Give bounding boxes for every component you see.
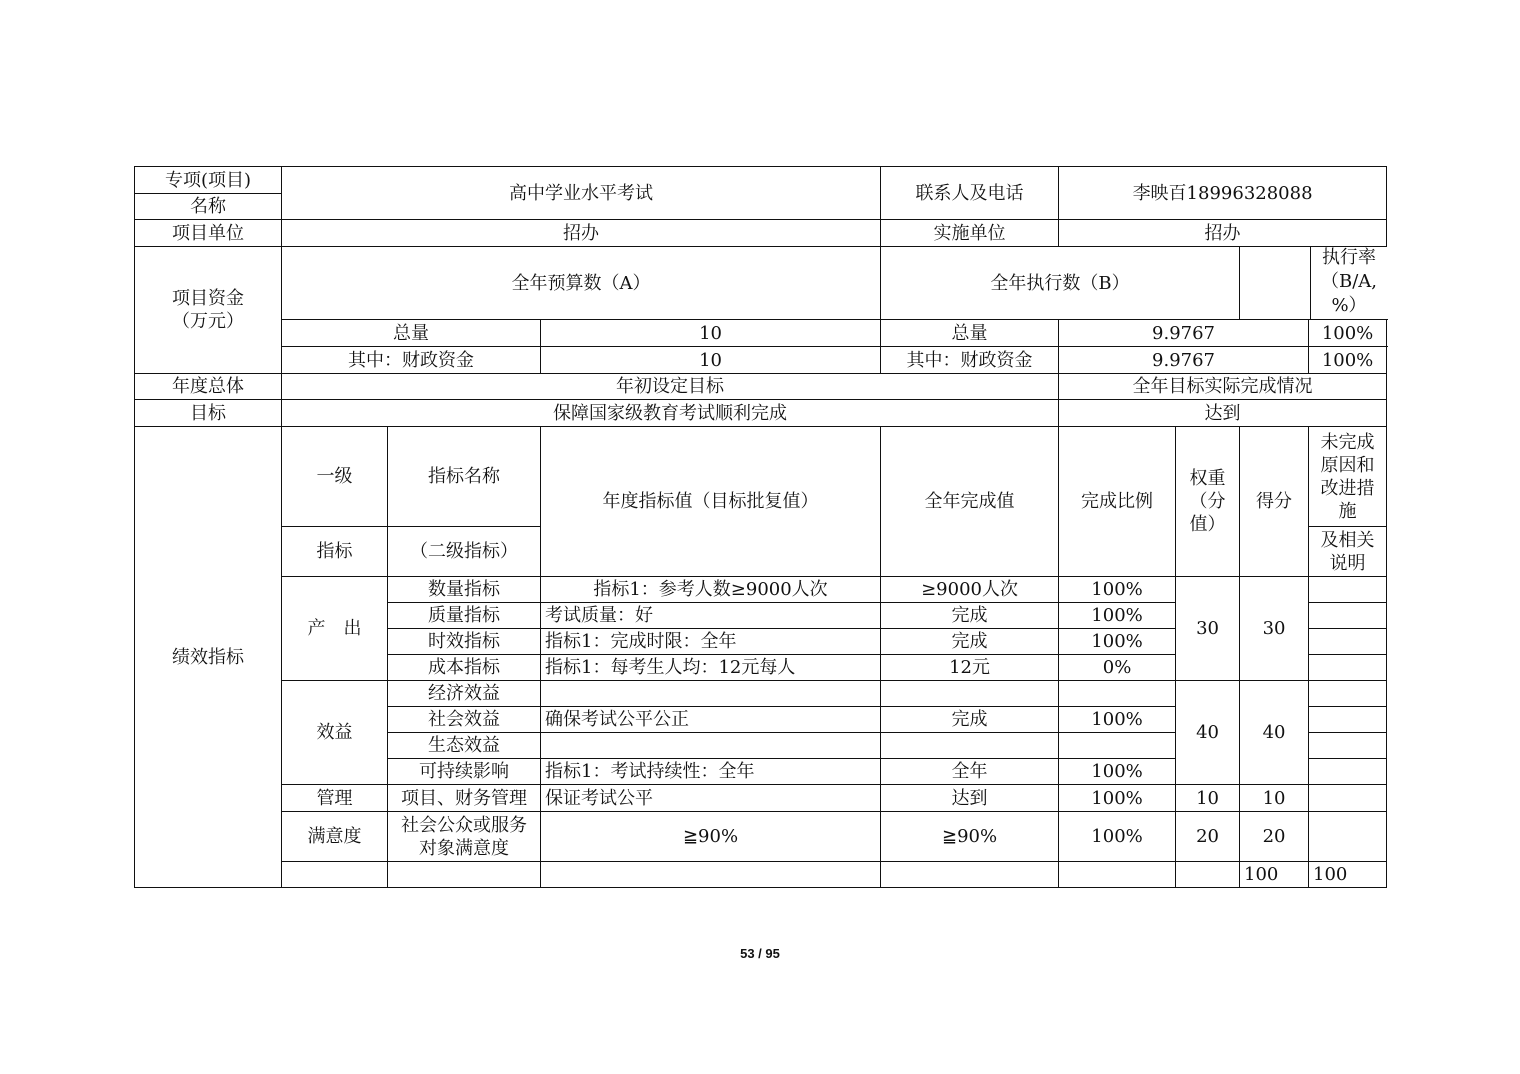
h-level1-1: 一级 <box>282 427 388 527</box>
goal-actual-label: 全年目标实际完成情况 <box>1059 374 1387 400</box>
satisfy-score: 20 <box>1240 812 1309 862</box>
h-reason-bottom <box>1309 527 1387 577</box>
indicator-reason <box>1309 629 1387 655</box>
indicator-target: 指标1：每考生人均：12元每人 <box>541 655 881 681</box>
indicator-reason <box>1309 577 1387 603</box>
indicator-ratio: 100% <box>1059 812 1176 862</box>
indicator-done: 12元 <box>881 655 1059 681</box>
total-exec: 9.9767 <box>1059 320 1309 347</box>
h-done: 全年完成值 <box>881 427 1059 577</box>
table-row <box>135 681 1387 707</box>
indicator-reason <box>1309 759 1387 785</box>
indicator-target: 指标1：考试持续性：全年 <box>541 759 881 785</box>
indicator-done: 完成 <box>881 707 1059 733</box>
indicator-done <box>881 733 1059 759</box>
fiscal-budget: 10 <box>541 347 881 374</box>
benefit-label: 效益 <box>282 681 388 785</box>
indicator-done: ≥9000人次 <box>881 577 1059 603</box>
indicator-ratio: 0% <box>1059 655 1176 681</box>
h-score: 得分 <box>1240 427 1309 577</box>
indicator-target <box>541 733 881 759</box>
rate-label-3: %） <box>1331 295 1367 316</box>
total-weight: 100 <box>1240 862 1309 888</box>
indicator-done: 完成 <box>881 603 1059 629</box>
table-row <box>135 812 1387 862</box>
indicator-target: 考试质量：好 <box>541 603 881 629</box>
goal-set-label: 年初设定目标 <box>282 374 1059 400</box>
rate-label-2: （B/A, <box>1320 271 1377 292</box>
indicator-name: 项目、财务管理 <box>388 785 541 812</box>
indicator-ratio <box>1059 733 1176 759</box>
indicator-ratio: 100% <box>1059 759 1176 785</box>
total-budget: 10 <box>541 320 881 347</box>
h-weight-1: 权重 <box>1189 468 1226 489</box>
table-row <box>135 785 1387 812</box>
indicator-target: 指标1：参考人数≥9000人次 <box>541 577 881 603</box>
indicator-target: ≧90% <box>541 812 881 862</box>
indicator-reason <box>1309 681 1387 707</box>
unit-value: 招办 <box>282 220 881 247</box>
satisfy-label: 满意度 <box>282 812 388 862</box>
page-number: 53 / 95 <box>740 946 780 961</box>
fiscal-exec: 9.9767 <box>1059 347 1309 374</box>
indicator-reason <box>1309 785 1387 812</box>
indicator-name: 生态效益 <box>388 733 541 759</box>
unit-label: 项目单位 <box>135 220 282 247</box>
h-reason-1: 未完成 <box>1320 431 1375 453</box>
performance-table <box>134 166 1387 888</box>
rate-label-1: 执行率 <box>1322 247 1376 268</box>
fiscal-exec-label: 其中：财政资金 <box>881 347 1059 374</box>
indicator-name: 成本指标 <box>388 655 541 681</box>
h-name-1: 指标名称 <box>388 427 541 527</box>
output-weight: 30 <box>1176 577 1240 681</box>
goal-label-2: 目标 <box>135 400 282 427</box>
indicator-ratio: 100% <box>1059 707 1176 733</box>
indicator-done <box>881 681 1059 707</box>
manage-label: 管理 <box>282 785 388 812</box>
total-exec-label: 总量 <box>881 320 1059 347</box>
blank-cell <box>541 862 881 888</box>
indicator-reason <box>1309 733 1387 759</box>
indicator-reason <box>1309 707 1387 733</box>
indicator-target <box>541 681 881 707</box>
funds-label-2: （万元） <box>172 311 244 332</box>
h-weight <box>1176 427 1240 577</box>
indicator-target: 保证考试公平 <box>541 785 881 812</box>
total-rate: 100% <box>1309 320 1387 347</box>
benefit-weight: 40 <box>1176 681 1240 785</box>
total-label: 总量 <box>282 320 541 347</box>
blank-cell <box>282 862 388 888</box>
benefit-score: 40 <box>1240 681 1309 785</box>
indicator-name <box>388 812 541 862</box>
perf-label: 绩效指标 <box>135 427 282 888</box>
indicator-reason <box>1309 812 1387 862</box>
indicator-done: 完成 <box>881 629 1059 655</box>
indicator-reason <box>1309 655 1387 681</box>
project-name-label-1: 专项(项目) <box>135 167 282 194</box>
budget-label: 全年预算数（A） <box>282 247 881 320</box>
fiscal-rate: 100% <box>1309 347 1387 374</box>
impl-label: 实施单位 <box>881 220 1059 247</box>
blank-cell <box>881 862 1059 888</box>
indicator-ratio: 100% <box>1059 577 1176 603</box>
table-row <box>135 577 1387 603</box>
project-name-label-2: 名称 <box>135 194 282 220</box>
h-reason-2: 原因和 <box>1320 454 1375 476</box>
h-reason-4: 施 <box>1338 500 1357 522</box>
indicator-name: 数量指标 <box>388 577 541 603</box>
satisfy-weight: 20 <box>1176 812 1240 862</box>
indicator-name: 经济效益 <box>388 681 541 707</box>
h-ratio: 完成比例 <box>1059 427 1176 577</box>
goal-label-1: 年度总体 <box>135 374 282 400</box>
satisfy-name-2: 对象满意度 <box>419 837 509 859</box>
indicator-name: 时效指标 <box>388 629 541 655</box>
fiscal-label: 其中：财政资金 <box>282 347 541 374</box>
exec-label: 全年执行数（B） <box>881 247 1240 320</box>
h-name-2: （二级指标） <box>388 527 541 577</box>
indicator-done: 达到 <box>881 785 1059 812</box>
total-row <box>135 862 1387 888</box>
indicator-target: 指标1：完成时限：全年 <box>541 629 881 655</box>
h-reason-3: 改进措 <box>1320 477 1375 499</box>
blank-cell <box>1059 862 1176 888</box>
indicator-done: ≧90% <box>881 812 1059 862</box>
blank-cell <box>1176 862 1240 888</box>
output-label: 产 出 <box>282 577 388 681</box>
output-score: 30 <box>1240 577 1309 681</box>
indicator-ratio: 100% <box>1059 629 1176 655</box>
h-weight-2: （分 <box>1189 491 1226 512</box>
rate-label <box>1310 246 1387 319</box>
indicator-target: 确保考试公平公正 <box>541 707 881 733</box>
h-reason-5: 及相关 <box>1320 529 1375 551</box>
indicator-done: 全年 <box>881 759 1059 785</box>
satisfy-name-1: 社会公众或服务 <box>401 814 527 836</box>
indicator-ratio: 100% <box>1059 785 1176 812</box>
indicator-name: 可持续影响 <box>388 759 541 785</box>
h-reason-6: 说明 <box>1329 552 1366 574</box>
h-target: 年度指标值（目标批复值） <box>541 427 881 577</box>
indicator-ratio: 100% <box>1059 603 1176 629</box>
manage-score: 10 <box>1240 785 1309 812</box>
indicator-reason <box>1309 603 1387 629</box>
manage-weight: 10 <box>1176 785 1240 812</box>
project-name: 高中学业水平考试 <box>282 167 881 220</box>
indicator-ratio <box>1059 681 1176 707</box>
indicator-name: 质量指标 <box>388 603 541 629</box>
funds-label-1: 项目资金 <box>172 288 244 309</box>
indicator-name: 社会效益 <box>388 707 541 733</box>
total-score: 100 <box>1309 862 1387 888</box>
goal-set-value: 保障国家级教育考试顺利完成 <box>282 400 1059 427</box>
h-weight-3: 值） <box>1189 514 1226 535</box>
blank-cell <box>388 862 541 888</box>
contact-label: 联系人及电话 <box>881 167 1059 220</box>
goal-actual-value: 达到 <box>1059 400 1387 427</box>
funds-label <box>135 247 282 374</box>
h-level1-2: 指标 <box>282 527 388 577</box>
contact-value: 李映百18996328088 <box>1059 167 1387 220</box>
impl-value: 招办 <box>1059 220 1387 247</box>
h-reason-top <box>1309 427 1387 527</box>
